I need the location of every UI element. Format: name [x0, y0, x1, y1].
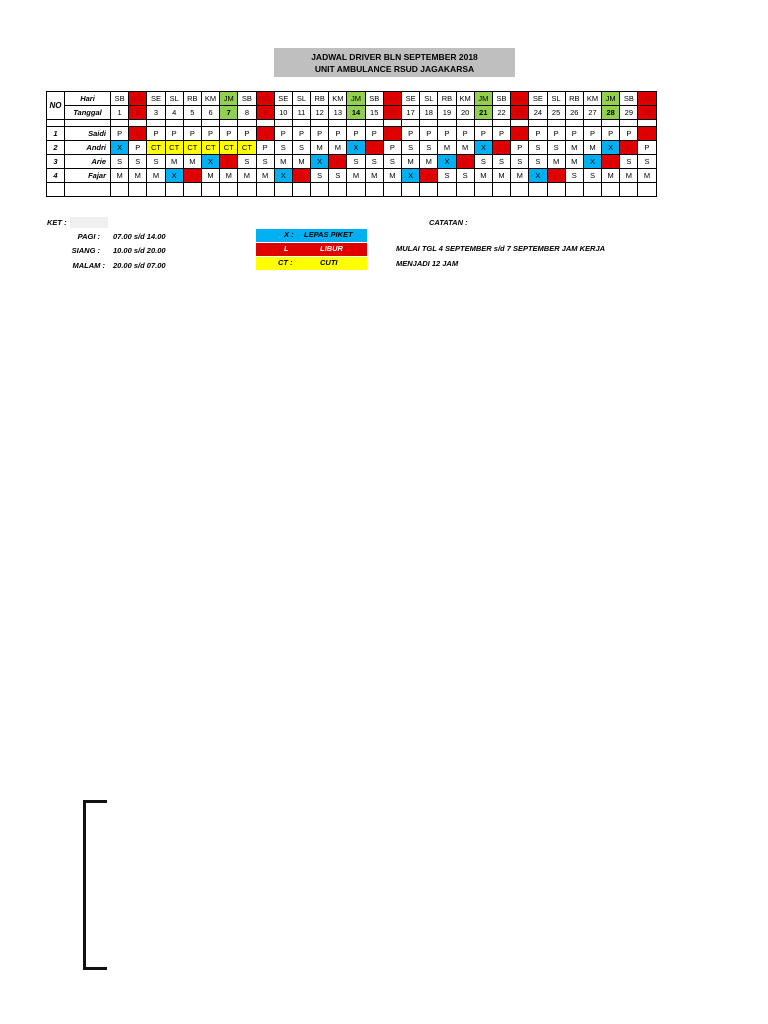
date-cell: 12 — [311, 106, 329, 120]
shift-cell: P — [220, 127, 238, 141]
shift-cell: M — [292, 155, 310, 169]
day-cell: MG — [638, 92, 656, 106]
empty-cell — [329, 183, 347, 197]
day-cell: JM — [220, 92, 238, 106]
day-cell: SB — [111, 92, 129, 106]
shift-cell: M — [220, 169, 238, 183]
day-cell: KM — [583, 92, 601, 106]
empty-cell — [474, 183, 492, 197]
empty-cell — [529, 120, 547, 127]
empty-cell — [602, 183, 620, 197]
empty-cell — [420, 183, 438, 197]
day-cell: RB — [565, 92, 583, 106]
date-cell: 19 — [438, 106, 456, 120]
shift-cell: P — [565, 127, 583, 141]
shift-cell: M — [547, 155, 565, 169]
shift-cell: S — [638, 155, 656, 169]
day-cell: MG — [383, 92, 401, 106]
empty-cell — [292, 183, 310, 197]
shift-cell: L — [638, 127, 656, 141]
empty-cell — [365, 183, 383, 197]
legend-ct-code: CT : — [278, 258, 293, 267]
empty-cell — [129, 120, 147, 127]
shift-cell: P — [511, 141, 529, 155]
empty-cell — [438, 183, 456, 197]
date-cell: 17 — [402, 106, 420, 120]
shift-cell: P — [402, 127, 420, 141]
shift-cell: CT — [165, 141, 183, 155]
date-cell: 21 — [474, 106, 492, 120]
driver-row — [47, 155, 657, 169]
spacer-row — [47, 120, 657, 127]
empty-cell — [165, 183, 183, 197]
shift-cell: M — [456, 141, 474, 155]
empty-cell — [329, 120, 347, 127]
empty-cell — [65, 120, 111, 127]
driver-number: 3 — [47, 155, 65, 169]
tanggal-label: Tanggal — [65, 106, 111, 120]
date-cell: 3 — [147, 106, 165, 120]
empty-cell — [602, 120, 620, 127]
shift-cell: P — [383, 141, 401, 155]
shift-cell: P — [420, 127, 438, 141]
shift-cell: L — [292, 169, 310, 183]
empty-cell — [492, 183, 510, 197]
shift-cell: P — [147, 127, 165, 141]
legend-x-text: LEPAS PIKET — [304, 230, 353, 239]
date-cell: 8 — [238, 106, 256, 120]
driver-name: Andri — [65, 141, 111, 155]
day-cell: RB — [183, 92, 201, 106]
shift-cell: L — [220, 155, 238, 169]
shift-cell: CT — [183, 141, 201, 155]
driver-row — [47, 169, 657, 183]
date-cell: 23 — [511, 106, 529, 120]
shift-cell: M — [474, 169, 492, 183]
day-cell: SB — [620, 92, 638, 106]
shift-cell: M — [256, 169, 274, 183]
empty-cell — [638, 183, 656, 197]
siang-value: 10.00 s/d 20.00 — [113, 246, 166, 255]
shift-cell: P — [111, 127, 129, 141]
shift-cell: M — [147, 169, 165, 183]
shift-cell: P — [329, 127, 347, 141]
empty-cell — [620, 120, 638, 127]
legend-l-text: LIBUR — [320, 244, 343, 253]
shift-cell: S — [129, 155, 147, 169]
date-cell: 22 — [492, 106, 510, 120]
title-line-1: JADWAL DRIVER BLN SEPTEMBER 2018 — [311, 52, 478, 62]
driver-row — [47, 141, 657, 155]
empty-cell — [147, 120, 165, 127]
empty-cell — [65, 183, 111, 197]
malam-value: 20.00 s/d 07.00 — [113, 261, 166, 270]
shift-cell: M — [201, 169, 219, 183]
empty-cell — [420, 120, 438, 127]
shift-cell: S — [511, 155, 529, 169]
empty-cell — [474, 120, 492, 127]
shift-cell: M — [565, 155, 583, 169]
empty-cell — [292, 120, 310, 127]
shift-cell: P — [311, 127, 329, 141]
empty-cell — [220, 120, 238, 127]
day-cell: SB — [238, 92, 256, 106]
empty-cell — [583, 120, 601, 127]
empty-cell — [311, 183, 329, 197]
date-cell: 25 — [547, 106, 565, 120]
shift-cell: L — [492, 141, 510, 155]
shift-cell: L — [383, 127, 401, 141]
driver-number: 4 — [47, 169, 65, 183]
shift-cell: X — [201, 155, 219, 169]
date-cell: 15 — [365, 106, 383, 120]
empty-cell — [402, 120, 420, 127]
catatan-line-1: MULAI TGL 4 SEPTEMBER s/d 7 SEPTEMBER JAM KERJA — [396, 244, 606, 253]
empty-cell — [638, 120, 656, 127]
shift-cell: M — [620, 169, 638, 183]
empty-cell — [201, 183, 219, 197]
shift-cell: S — [365, 155, 383, 169]
ket-blank-cell — [70, 217, 108, 228]
empty-cell — [111, 120, 129, 127]
empty-cell — [492, 120, 510, 127]
date-cell: 13 — [329, 106, 347, 120]
schedule-table — [46, 91, 657, 197]
pagi-value: 07.00 s/d 14.00 — [113, 232, 166, 241]
driver-name: Fajar — [65, 169, 111, 183]
day-cell: SB — [365, 92, 383, 106]
tanggal-row — [47, 106, 657, 120]
shift-cell: L — [256, 127, 274, 141]
shift-cell: M — [602, 169, 620, 183]
date-cell: 10 — [274, 106, 292, 120]
shift-cell: M — [420, 155, 438, 169]
shift-cell: S — [529, 141, 547, 155]
shift-cell: S — [111, 155, 129, 169]
shift-cell: M — [383, 169, 401, 183]
shift-cell: M — [111, 169, 129, 183]
date-cell: 26 — [565, 106, 583, 120]
empty-cell — [547, 183, 565, 197]
pagi-label: PAGI : — [77, 232, 100, 241]
driver-row — [47, 127, 657, 141]
date-cell: 24 — [529, 106, 547, 120]
shift-cell: P — [438, 127, 456, 141]
malam-label: MALAM : — [72, 261, 105, 270]
title-line-2: UNIT AMBULANCE RSUD JAGAKARSA — [314, 64, 475, 74]
shift-cell: X — [602, 141, 620, 155]
legend-lepas-piket — [256, 229, 367, 242]
empty-cell — [165, 120, 183, 127]
shift-cell: P — [238, 127, 256, 141]
shift-cell: M — [183, 155, 201, 169]
shift-cell: P — [201, 127, 219, 141]
day-cell: SE — [529, 92, 547, 106]
catatan-line-2: MENJADI 12 JAM — [396, 259, 459, 268]
empty-cell — [347, 120, 365, 127]
shift-cell: M — [129, 169, 147, 183]
shift-cell: M — [565, 141, 583, 155]
shift-cell: CT — [147, 141, 165, 155]
shift-cell: X — [474, 141, 492, 155]
day-cell: SL — [292, 92, 310, 106]
empty-cell — [383, 120, 401, 127]
shift-cell: P — [638, 141, 656, 155]
shift-cell: M — [492, 169, 510, 183]
shift-cell: P — [583, 127, 601, 141]
legend-libur — [256, 243, 367, 256]
legend-cuti — [256, 257, 367, 270]
shift-cell: L — [602, 155, 620, 169]
shift-cell: S — [620, 155, 638, 169]
legend-x-code: X : — [284, 230, 294, 239]
shift-cell: X — [311, 155, 329, 169]
shift-cell: P — [474, 127, 492, 141]
shift-cell: S — [565, 169, 583, 183]
empty-cell — [238, 183, 256, 197]
date-cell: 16 — [383, 106, 401, 120]
shift-cell: P — [492, 127, 510, 141]
left-bracket-mark — [83, 800, 107, 970]
driver-name: Saidi — [65, 127, 111, 141]
date-cell: 11 — [292, 106, 310, 120]
day-cell: SB — [492, 92, 510, 106]
day-cell: KM — [329, 92, 347, 106]
date-cell: 5 — [183, 106, 201, 120]
empty-cell — [365, 120, 383, 127]
day-cell: SE — [147, 92, 165, 106]
empty-cell — [438, 120, 456, 127]
day-cell: SE — [402, 92, 420, 106]
shift-cell: S — [311, 169, 329, 183]
day-cell: SE — [274, 92, 292, 106]
day-cell: SL — [547, 92, 565, 106]
shift-cell: X — [165, 169, 183, 183]
shift-cell: P — [547, 127, 565, 141]
shift-cell: M — [238, 169, 256, 183]
empty-cell — [583, 183, 601, 197]
shift-cell: X — [529, 169, 547, 183]
shift-cell: X — [347, 141, 365, 155]
schedule-title — [274, 48, 515, 77]
empty-cell — [456, 120, 474, 127]
shift-cell: P — [347, 127, 365, 141]
shift-cell: P — [365, 127, 383, 141]
date-cell: 7 — [220, 106, 238, 120]
shift-cell: P — [274, 127, 292, 141]
empty-cell — [47, 120, 65, 127]
day-cell: MG — [511, 92, 529, 106]
shift-cell: X — [402, 169, 420, 183]
date-cell: 27 — [583, 106, 601, 120]
shift-cell: P — [292, 127, 310, 141]
empty-cell — [511, 120, 529, 127]
empty-cell — [183, 183, 201, 197]
empty-cell — [147, 183, 165, 197]
shift-cell: L — [183, 169, 201, 183]
empty-cell — [456, 183, 474, 197]
day-cell: JM — [602, 92, 620, 106]
shift-cell: S — [492, 155, 510, 169]
date-cell: 30 — [638, 106, 656, 120]
shift-cell: S — [438, 169, 456, 183]
empty-cell — [565, 120, 583, 127]
empty-cell — [511, 183, 529, 197]
empty-cell — [529, 183, 547, 197]
shift-cell: L — [456, 155, 474, 169]
day-cell: JM — [474, 92, 492, 106]
shift-cell: S — [256, 155, 274, 169]
day-cell: RB — [438, 92, 456, 106]
driver-number: 1 — [47, 127, 65, 141]
shift-cell: CT — [201, 141, 219, 155]
shift-cell: L — [365, 141, 383, 155]
shift-cell: CT — [238, 141, 256, 155]
shift-cell: M — [347, 169, 365, 183]
day-cell: SL — [420, 92, 438, 106]
shift-cell: P — [620, 127, 638, 141]
hari-row — [47, 92, 657, 106]
shift-cell: M — [274, 155, 292, 169]
legend-ct-text: CUTI — [320, 258, 338, 267]
shift-cell: S — [274, 141, 292, 155]
shift-cell: S — [547, 141, 565, 155]
shift-cell: S — [347, 155, 365, 169]
empty-cell — [183, 120, 201, 127]
date-cell: 6 — [201, 106, 219, 120]
empty-cell — [383, 183, 401, 197]
shift-cell: M — [365, 169, 383, 183]
date-cell: 18 — [420, 106, 438, 120]
hari-label: Hari — [65, 92, 111, 106]
day-cell: RB — [311, 92, 329, 106]
shift-cell: M — [638, 169, 656, 183]
driver-number: 2 — [47, 141, 65, 155]
empty-cell — [547, 120, 565, 127]
date-cell: 2 — [129, 106, 147, 120]
shift-cell: L — [620, 141, 638, 155]
day-cell: MG — [129, 92, 147, 106]
shift-cell: X — [583, 155, 601, 169]
ket-label: KET : — [47, 218, 67, 227]
shift-cell: L — [547, 169, 565, 183]
shift-cell: P — [183, 127, 201, 141]
shift-cell: M — [311, 141, 329, 155]
driver-name: Arie — [65, 155, 111, 169]
date-cell: 20 — [456, 106, 474, 120]
empty-cell — [129, 183, 147, 197]
shift-cell: M — [583, 141, 601, 155]
shift-cell: S — [292, 141, 310, 155]
shift-cell: S — [238, 155, 256, 169]
shift-cell: S — [583, 169, 601, 183]
date-cell: 4 — [165, 106, 183, 120]
date-cell: 1 — [111, 106, 129, 120]
empty-cell — [256, 183, 274, 197]
shift-cell: P — [456, 127, 474, 141]
empty-cell — [347, 183, 365, 197]
shift-cell: M — [511, 169, 529, 183]
no-header: NO — [47, 92, 65, 120]
shift-cell: S — [402, 141, 420, 155]
empty-cell — [402, 183, 420, 197]
shift-cell: P — [256, 141, 274, 155]
empty-cell — [565, 183, 583, 197]
shift-cell: S — [329, 169, 347, 183]
date-cell: 28 — [602, 106, 620, 120]
shift-cell: M — [438, 141, 456, 155]
catatan-label: CATATAN : — [429, 218, 468, 227]
shift-cell: M — [165, 155, 183, 169]
day-cell: MG — [256, 92, 274, 106]
empty-cell — [311, 120, 329, 127]
shift-cell: S — [420, 141, 438, 155]
empty-cell — [201, 120, 219, 127]
shift-cell: P — [129, 141, 147, 155]
shift-cell: S — [529, 155, 547, 169]
empty-cell — [220, 183, 238, 197]
empty-cell — [238, 120, 256, 127]
empty-cell — [274, 120, 292, 127]
empty-cell — [47, 183, 65, 197]
shift-cell: L — [129, 127, 147, 141]
siang-label: SIANG : — [71, 246, 100, 255]
date-cell: 14 — [347, 106, 365, 120]
empty-cell — [256, 120, 274, 127]
shift-cell: L — [420, 169, 438, 183]
shift-cell: P — [602, 127, 620, 141]
shift-cell: L — [511, 127, 529, 141]
date-cell: 29 — [620, 106, 638, 120]
shift-cell: X — [438, 155, 456, 169]
shift-cell: P — [165, 127, 183, 141]
day-cell: JM — [347, 92, 365, 106]
shift-cell: P — [529, 127, 547, 141]
shift-cell: X — [274, 169, 292, 183]
date-cell: 9 — [256, 106, 274, 120]
day-cell: KM — [201, 92, 219, 106]
shift-cell: S — [474, 155, 492, 169]
shift-cell: X — [111, 141, 129, 155]
shift-cell: S — [456, 169, 474, 183]
legend-l-code: L — [284, 244, 289, 253]
shift-cell: S — [147, 155, 165, 169]
empty-cell — [274, 183, 292, 197]
empty-row — [47, 183, 657, 197]
empty-cell — [111, 183, 129, 197]
day-cell: KM — [456, 92, 474, 106]
shift-cell: S — [383, 155, 401, 169]
shift-cell: M — [329, 141, 347, 155]
shift-cell: M — [402, 155, 420, 169]
shift-cell: CT — [220, 141, 238, 155]
empty-cell — [620, 183, 638, 197]
day-cell: SL — [165, 92, 183, 106]
shift-cell: L — [329, 155, 347, 169]
